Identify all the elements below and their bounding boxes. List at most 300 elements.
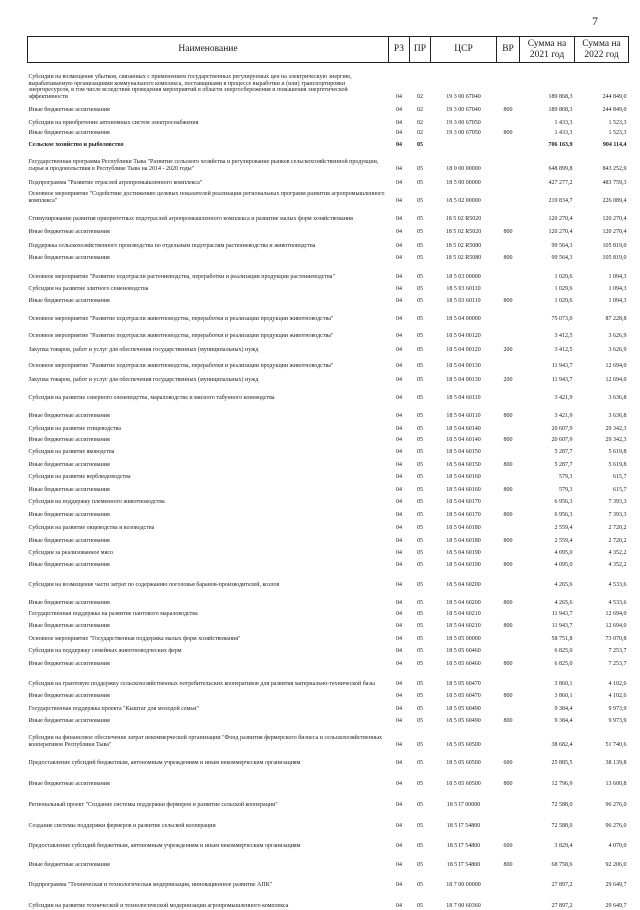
row-name: Создание системы поддержки фермеров и развитие сельской кооперации [28,822,216,829]
row-sum-2022: 73 070,8 [605,635,627,642]
table-row [28,557,629,569]
row-pr: 05 [417,660,423,667]
row-vr [497,354,520,370]
header-pr: ПР [410,37,431,63]
row-sum-2022: 3 626,9 [608,346,627,353]
row-pr: 05 [417,524,423,531]
page-number: 7 [592,14,598,28]
row-name: Субсидии на финансовое обеспечение затрат некоммерческой организации "Фонд развития фермерского бизнеса и сельскохозяйственных кооперативов Республики Тыва" [28,735,383,748]
row-rz: 04 [396,461,402,468]
row-vr [497,519,520,532]
row-pr: 05 [417,486,423,493]
row-sum-2021: 12 796,9 [551,780,573,787]
table-row [28,433,629,444]
table-row [28,469,629,481]
row-name: Иные бюджетные ассигнования [28,780,110,787]
row-rz: 04 [396,179,402,186]
row-vr: 200 [503,376,513,383]
row-pr: 05 [417,165,423,172]
table-row [28,494,629,506]
table-row [28,173,629,187]
row-sum-2022: 12 694,0 [605,622,627,629]
row-name: Подпрограмма "Развитие отраслей агропромышленного комплекса" [28,179,203,186]
row-sum-2021: 58 751,8 [551,635,573,642]
row-rz: 04 [396,647,402,654]
table-row [28,788,629,809]
row-pr: 05 [417,179,423,186]
row-vr: 800 [503,622,513,629]
row-sum-2022: 2 720,2 [608,524,627,531]
row-vr [497,889,520,910]
row-vr [497,173,520,187]
row-csr: 18 0 00 00000 [446,165,481,172]
row-pr: 05 [417,635,423,642]
row-rz: 04 [396,436,402,443]
table-row [28,506,629,519]
row-sum-2022: 5 619,8 [608,461,627,468]
row-vr [497,281,520,293]
row-sum-2021: 1 029,6 [554,297,573,304]
row-pr: 05 [417,394,423,401]
row-vr: 600 [503,759,513,766]
row-rz: 04 [396,473,402,480]
row-rz: 04 [396,129,402,136]
row-name: Иные бюджетные ассигнования [28,537,110,544]
row-sum-2021: 11 943,7 [551,622,573,629]
table-row [28,618,629,630]
row-pr: 02 [417,119,423,126]
row-name: Иные бюджетные ассигнования [28,511,110,518]
table-row [28,293,629,305]
row-name: Государственная программа Республики Тыва "Развитие сельского хозяйства и регулирование рынков сельскохозяйственной продукции, сырья и продовольствия в Республике Тыва на 2014 - 2020 годы" [28,159,379,172]
table-row [28,749,629,767]
row-sum-2021: 6 825,0 [554,660,573,667]
row-sum-2021: 2 559,4 [554,524,573,531]
row-pr: 05 [417,436,423,443]
row-name: Иные бюджетные ассигнования [28,228,110,235]
row-vr: 600 [503,842,513,849]
row-rz: 04 [396,141,402,148]
row-name: Субсидии на приобретение автономных систем электроснабжения [28,119,199,126]
table-row [28,305,629,323]
row-vr [497,788,520,809]
row-sum-2022: 120 270,4 [602,228,627,235]
row-sum-2021: 11 943,7 [551,376,573,383]
row-pr: 02 [417,106,423,113]
row-vr [497,809,520,830]
table-row [28,545,629,557]
row-sum-2022: 4 070,0 [608,842,627,849]
row-rz: 04 [396,346,402,353]
row-pr: 05 [417,581,423,588]
header-sum-2022: Сумма на 2022 год [575,37,629,63]
row-pr: 05 [417,141,423,148]
row-sum-2021: 1 029,6 [554,285,573,292]
row-sum-2021: 427 277,2 [548,179,573,186]
row-pr: 05 [417,297,423,304]
row-rz: 04 [396,412,402,419]
row-csr: 18 5 04 60170 [446,511,481,518]
row-rz: 04 [396,498,402,505]
row-csr: 18 5 03 60110 [446,297,481,304]
row-vr [497,149,520,173]
row-sum-2021: 6 956,3 [554,511,573,518]
row-sum-2021: 20 607,9 [551,436,573,443]
table-row [28,767,629,788]
row-pr: 05 [417,448,423,455]
table-row [28,532,629,545]
row-sum-2021: 68 758,6 [551,861,573,868]
row-rz: 04 [396,332,402,339]
row-csr: 18 5 04 60180 [446,524,481,531]
row-sum-2021: 25 885,5 [551,759,573,766]
row-rz: 04 [396,861,402,868]
table-row [28,456,629,469]
row-name: Иные бюджетные ассигнования [28,717,110,724]
row-vr: 800 [503,129,513,136]
row-name: Иные бюджетные ассигнования [28,106,110,113]
row-csr: 18 5 05 60500 [446,780,481,787]
row-vr [497,869,520,889]
row-rz: 04 [396,801,402,808]
row-csr: 18 5 04 60150 [446,461,481,468]
row-vr: 800 [503,254,513,261]
row-pr: 05 [417,561,423,568]
table-row [28,281,629,293]
row-pr: 05 [417,537,423,544]
row-name: Поддержка сельскохозяйственного производства по отдельным подотраслям растениеводства и животноводства [28,242,316,249]
row-sum-2021: 27 897,2 [551,902,573,909]
row-csr: 18 5 05 60470 [446,680,481,687]
row-pr: 05 [417,273,423,280]
row-rz: 04 [396,285,402,292]
row-vr [497,725,520,749]
row-rz: 04 [396,511,402,518]
row-rz: 04 [396,717,402,724]
row-name: Закупка товаров, работ и услуг для обеспечения государственных (муниципальных) нужд [28,346,259,353]
row-pr: 05 [417,254,423,261]
row-csr: 18 5 04 60190 [446,561,481,568]
row-sum-2022: 12 694,0 [605,376,627,383]
row-sum-2021: 189 868,3 [548,93,573,100]
row-vr [497,700,520,713]
table-row [28,809,629,830]
row-pr: 05 [417,741,423,748]
row-name: Субсидии на развитие элитного семеноводства [28,285,149,292]
row-sum-2022: 105 819,0 [602,242,627,249]
row-sum-2021: 99 564,3 [551,254,573,261]
row-sum-2022: 12 694,0 [605,610,627,617]
header-csr: ЦСР [431,37,497,63]
row-sum-2022: 4 102,6 [608,692,627,699]
row-csr: 18 5 02 R5080 [445,254,482,261]
row-sum-2022: 29 649,7 [605,881,627,888]
row-csr: 19 3 00 67050 [446,119,481,126]
row-sum-2022: 12 694,0 [605,362,627,369]
row-pr: 05 [417,473,423,480]
row-sum-2022: 4 533,6 [608,599,627,606]
row-rz: 04 [396,610,402,617]
row-pr: 02 [417,93,423,100]
row-sum-2022: 29 342,3 [605,436,627,443]
row-sum-2022: 9 973,9 [608,705,627,712]
row-name: Основное мероприятие "Развитие подотрасли растениеводства, переработки и реализации продукции растениеводства" [28,273,335,280]
row-pr: 05 [417,376,423,383]
row-sum-2021: 3 412,5 [554,332,573,339]
row-rz: 04 [396,165,402,172]
row-pr: 05 [417,842,423,849]
row-csr: 18 5 03 00000 [446,273,481,280]
row-vr: 800 [503,461,513,468]
table-row [28,402,629,420]
row-name: Региональный проект "Создание системы поддержки фермеров и развитие сельской кооперации" [28,801,278,808]
row-rz: 04 [396,197,402,204]
header-sum-2021: Сумма на 2021 год [520,37,575,63]
table-row [28,101,629,114]
row-rz: 04 [396,759,402,766]
row-pr: 05 [417,881,423,888]
table-row [28,889,629,910]
row-csr: 18 5 04 60200 [446,599,481,606]
row-rz: 04 [396,315,402,322]
row-vr [497,63,520,101]
table-body [28,63,629,910]
row-rz: 04 [396,376,402,383]
row-sum-2021: 4 265,6 [554,599,573,606]
table-header [28,37,629,63]
row-sum-2021: 4 095,0 [554,549,573,556]
row-csr: 18 5 04 60210 [446,610,481,617]
row-vr [497,262,520,281]
row-name: Субсидии на грантовую поддержку сельскохозяйственных потребительских кооперативов для развития материально-технической базы [28,680,375,687]
row-name: Иные бюджетные ассигнования [28,412,110,419]
row-name: Субсидии на возмещение части затрат по содержанию поголовья баранов-производителей, козлов [28,581,280,588]
row-sum-2021: 9 384,4 [554,717,573,724]
row-sum-2022: 244 849,0 [602,106,627,113]
row-vr: 800 [503,561,513,568]
header-rz: РЗ [389,37,410,63]
row-name: Субсидии на развитие северного оленеводства, мараловодства и мясного табунного коневодства [28,394,275,401]
row-csr: 18 5 04 60140 [446,425,481,432]
table-row [28,668,629,688]
row-sum-2021: 3 860,1 [554,680,573,687]
row-name: Предоставление субсидий бюджетным, автономным учреждениям и иным некоммерческим организациям [28,842,301,849]
row-csr: 18 5 04 00120 [446,346,481,353]
row-csr: 18 5 02 R5020 [445,215,482,222]
row-pr: 05 [417,622,423,629]
row-sum-2021: 120 270,4 [548,228,573,235]
row-rz: 04 [396,581,402,588]
row-vr [497,187,520,205]
row-csr: 18 5 05 60490 [446,705,481,712]
row-csr: 19 3 00 67040 [446,106,481,113]
row-pr: 05 [417,705,423,712]
row-sum-2021: 99 564,3 [551,242,573,249]
row-sum-2022: 4 352,2 [608,561,627,568]
row-name: Иные бюджетные ассигнования [28,254,110,261]
row-vr [497,137,520,149]
row-name: Субсидии на поддержку племенного животноводства [28,498,165,505]
table-row [28,725,629,749]
row-name: Субсидии за реализованное мясо [28,549,113,556]
row-name: Субсидии на развитие технической и технологической модернизации агропромышленного комплекса [28,902,289,909]
table-row [28,114,629,127]
row-name: Закупка товаров, работ и услуг для обеспечения государственных (муниципальных) нужд [28,376,259,383]
row-rz: 04 [396,106,402,113]
row-rz: 04 [396,705,402,712]
row-sum-2022: 483 759,3 [602,179,627,186]
row-pr: 05 [417,610,423,617]
row-sum-2021: 38 682,4 [551,741,573,748]
row-vr [497,420,520,433]
row-csr: 18 5 04 00130 [446,362,481,369]
row-csr: 18 5 I7 54800 [446,822,481,829]
row-sum-2021: 579,3 [559,486,573,493]
row-pr: 05 [417,902,423,909]
table-row [28,63,629,101]
row-vr [497,444,520,456]
row-sum-2021: 2 559,4 [554,537,573,544]
row-name: Субсидии на развитие яководства [28,448,115,455]
row-pr: 05 [417,822,423,829]
row-sum-2022: 4 352,2 [608,549,627,556]
row-sum-2022: 226 089,4 [602,197,627,204]
row-sum-2022: 29 649,7 [605,902,627,909]
table-row [28,630,629,643]
row-sum-2022: 7 393,3 [608,498,627,505]
table-row [28,127,629,137]
row-name: Стимулирование развития приоритетных подотраслей агропромышленного комплекса и развитие малых форм хозяйствования [28,215,353,222]
row-csr: 18 5 05 60460 [446,647,481,654]
table-row [28,236,629,250]
row-sum-2021: 4 265,6 [554,581,573,588]
row-rz: 04 [396,362,402,369]
row-csr: 18 5 00 00000 [446,179,481,186]
row-sum-2021: 120 270,4 [548,215,573,222]
row-vr [497,494,520,506]
table-row [28,519,629,532]
row-rz: 04 [396,242,402,249]
row-sum-2022: 3 626,9 [608,332,627,339]
row-pr: 05 [417,412,423,419]
table-row [28,850,629,869]
row-name: Иные бюджетные ассигнования [28,461,110,468]
table-row [28,643,629,655]
header-name: Наименование [28,37,389,63]
row-vr: 800 [503,511,513,518]
row-csr: 18 5 04 60170 [446,498,481,505]
table-row [28,700,629,713]
row-csr: 18 5 05 00000 [446,635,481,642]
row-rz: 04 [396,215,402,222]
row-name: Иные бюджетные ассигнования [28,692,110,699]
table-row [28,589,629,607]
row-sum-2021: 1 433,3 [554,129,573,136]
row-vr [497,384,520,402]
row-sum-2022: 3 636,8 [608,412,627,419]
row-csr: 18 5 05 60490 [446,717,481,724]
row-sum-2022: 38 139,8 [605,759,627,766]
row-sum-2022: 244 849,0 [602,93,627,100]
row-pr: 05 [417,801,423,808]
row-sum-2021: 11 943,7 [551,362,573,369]
row-name: Иные бюджетные ассигнования [28,599,110,606]
row-name: Иные бюджетные ассигнования [28,486,110,493]
row-sum-2022: 1 094,3 [608,297,627,304]
row-pr: 05 [417,242,423,249]
row-sum-2021: 72 588,0 [551,801,573,808]
row-name: Государственная поддержка на развитие пантового мараловодства [28,610,198,617]
row-csr: 18 5 I7 54800 [446,861,481,868]
row-sum-2021: 3 829,4 [554,842,573,849]
row-rz: 04 [396,842,402,849]
row-vr [497,205,520,223]
row-pr: 05 [417,315,423,322]
row-rz: 04 [396,622,402,629]
table-row [28,688,629,700]
row-rz: 04 [396,660,402,667]
row-sum-2022: 96 276,0 [605,801,627,808]
row-pr: 05 [417,461,423,468]
row-csr: 18 5 04 00120 [446,332,481,339]
table-row [28,370,629,384]
row-csr: 18 5 04 60180 [446,537,481,544]
row-rz: 04 [396,902,402,909]
row-csr: 18 5 04 00130 [446,376,481,383]
row-sum-2022: 615,7 [613,473,627,480]
row-sum-2022: 1 523,3 [608,129,627,136]
row-csr: 19 3 00 67050 [446,129,481,136]
table-row [28,262,629,281]
row-sum-2022: 1 523,3 [608,119,627,126]
row-csr: 18 5 02 00000 [446,197,481,204]
row-sum-2022: 7 253,7 [608,647,627,654]
row-csr: 18 5 05 60500 [446,741,481,748]
row-vr: 800 [503,537,513,544]
row-rz: 04 [396,549,402,556]
row-csr: 18 5 I7 54800 [446,842,481,849]
row-sum-2021: 1 433,3 [554,119,573,126]
table-row [28,481,629,494]
row-name: Иные бюджетные ассигнования [28,561,110,568]
row-vr [497,569,520,589]
row-pr: 05 [417,215,423,222]
row-csr: 18 5 04 60150 [446,448,481,455]
row-vr [497,323,520,340]
row-vr [497,643,520,655]
table-row [28,569,629,589]
row-vr [497,668,520,688]
table-row [28,384,629,402]
row-rz: 04 [396,881,402,888]
row-rz: 04 [396,635,402,642]
row-csr: 18 5 02 R5080 [445,242,482,249]
row-sum-2022: 96 276,0 [605,822,627,829]
row-pr: 05 [417,346,423,353]
row-sum-2022: 843 252,9 [602,165,627,172]
row-sum-2021: 5 287,7 [554,461,573,468]
row-name: Основное мероприятие "Развитие подотрасли животноводства, переработки и реализации продукции животноводства" [28,332,334,339]
row-rz: 04 [396,537,402,544]
row-vr: 800 [503,780,513,787]
row-vr: 200 [503,346,513,353]
row-vr: 800 [503,717,513,724]
row-vr: 800 [503,660,513,667]
row-csr: 18 5 02 R5020 [445,228,482,235]
row-rz: 04 [396,394,402,401]
row-csr: 18 5 04 60190 [446,549,481,556]
row-name: Основное мероприятие "Развитие подотрасли животноводства, переработки и реализации продукции животноводства" [28,315,334,322]
